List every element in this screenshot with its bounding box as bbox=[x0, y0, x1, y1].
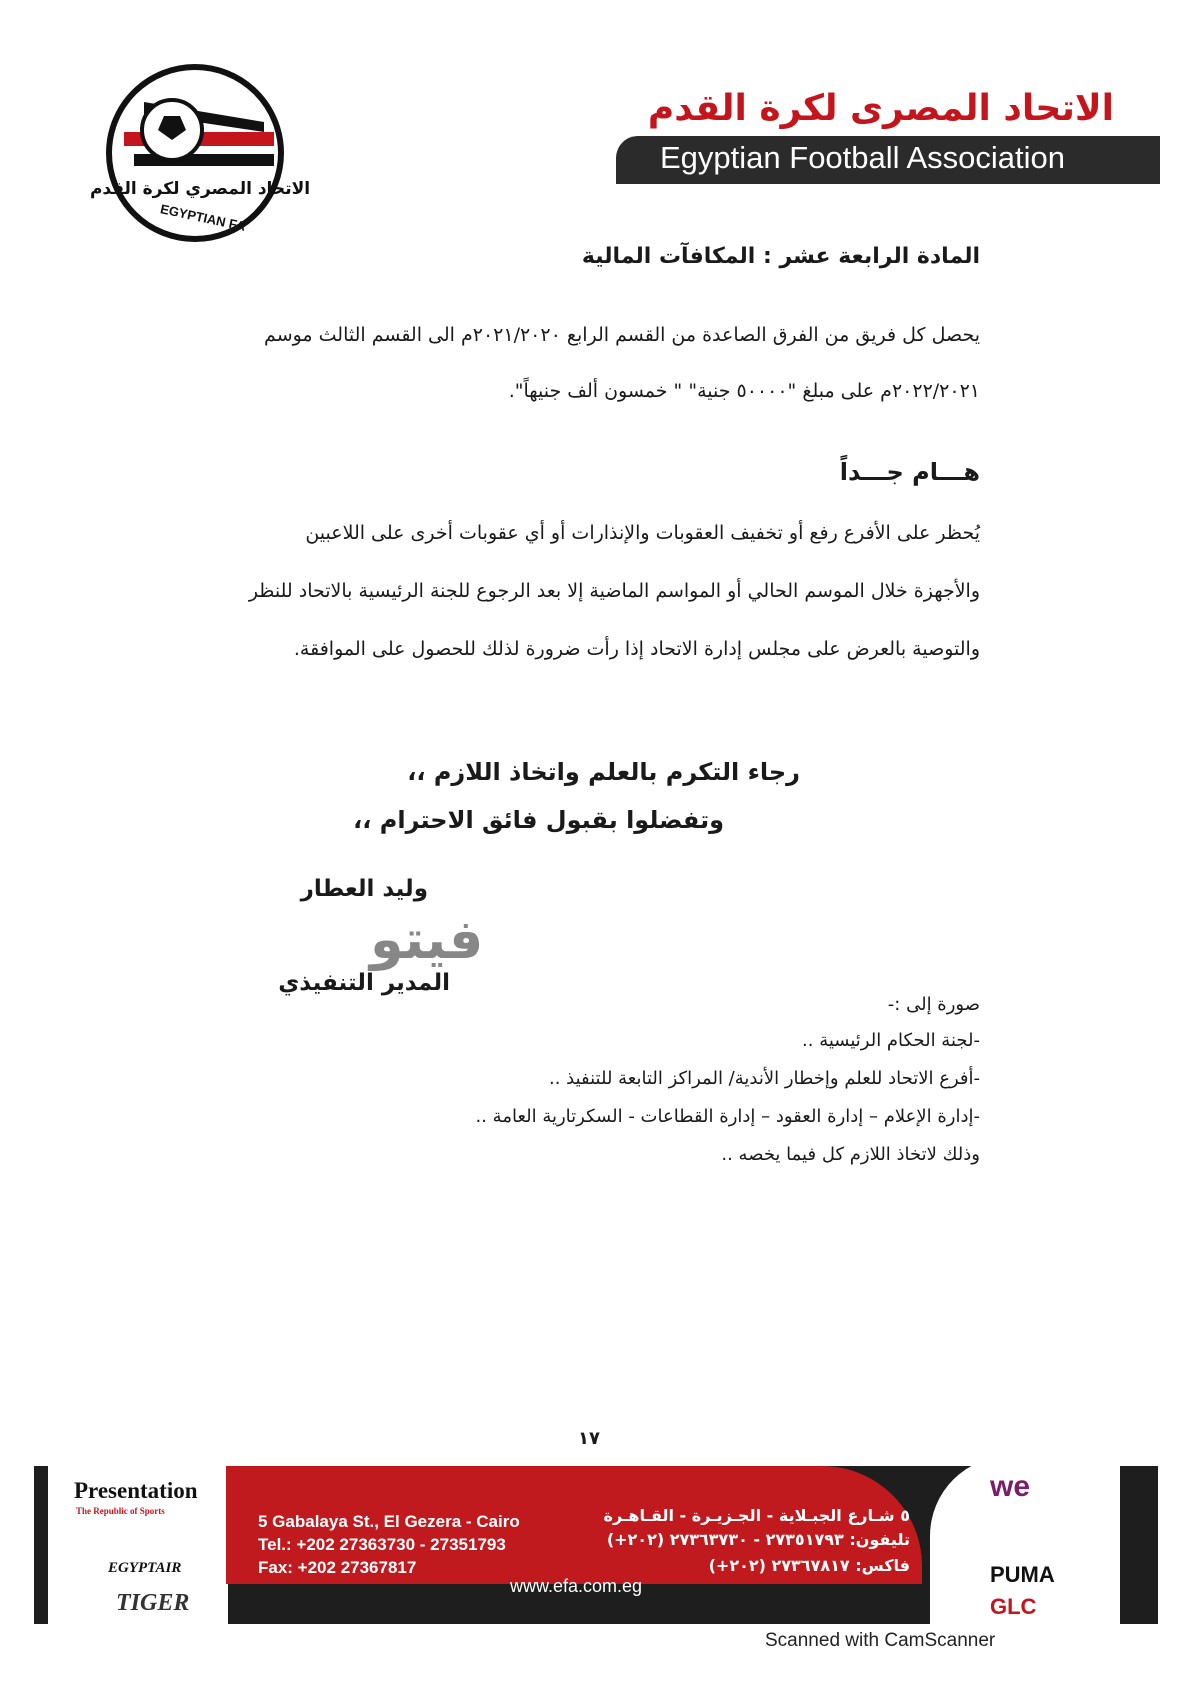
scanner-note: Scanned with CamScanner bbox=[765, 1630, 996, 1651]
important-label: هـــام جـــداً bbox=[839, 458, 980, 486]
copies-item: -لجنة الحكام الرئيسية .. bbox=[802, 1030, 980, 1051]
org-name-english: Egyptian Football Association bbox=[660, 140, 1065, 175]
signatory-name: وليد العطار bbox=[300, 876, 428, 902]
footer-address-en: 5 Gabalaya St., El Gezera - Cairo bbox=[258, 1512, 520, 1531]
copies-label: صورة إلى :- bbox=[887, 994, 980, 1015]
sponsor-presentation: Presentation bbox=[74, 1478, 198, 1503]
article-text-line: والتوصية بالعرض على مجلس إدارة الاتحاد إذا رأت ضرورة لذلك للحصول على الموافقة. bbox=[293, 638, 980, 660]
org-name-arabic: الاتحاد المصرى لكرة القدم bbox=[647, 88, 1114, 129]
closing-line: وتفضلوا بقبول فائق الاحترام ،، bbox=[353, 806, 724, 834]
article-heading: المادة الرابعة عشر : المكافآت المالية bbox=[581, 244, 980, 269]
article-text-line: يُحظر على الأفرع رفع أو تخفيف العقوبات والإنذارات أو أي عقوبات أخرى على اللاعبين bbox=[305, 522, 980, 544]
sponsor-tiger: TIGER bbox=[116, 1590, 190, 1616]
closing-line: رجاء التكرم بالعلم واتخاذ اللازم ،، bbox=[407, 758, 800, 786]
sponsor-puma: PUMA bbox=[990, 1562, 1055, 1587]
footer-tel-ar: تليفون: ٢٧٣٥١٧٩٣ - ٢٧٣٦٣٧٣٠ (٢٠٢+) bbox=[606, 1530, 910, 1549]
copies-item: -إدارة الإعلام – إدارة العقود – إدارة القطاعات - السكرتارية العامة .. bbox=[475, 1106, 980, 1127]
page-number: ١٧ bbox=[578, 1428, 600, 1449]
sponsor-glc: GLC bbox=[990, 1594, 1037, 1619]
article-text-line: ٢٠٢٢/٢٠٢١م على مبلغ "٥٠٠٠٠ جنية" " خمسون ألف جنيهاً". bbox=[508, 380, 980, 402]
sponsor-we-icon: we bbox=[990, 1470, 1031, 1503]
footer-fax-ar: فاكس: ٢٧٣٦٧٨١٧ (٢٠٢+) bbox=[708, 1556, 910, 1575]
article-text-line: يحصل كل فريق من الفرق الصاعدة من القسم الرابع ٢٠٢١/٢٠٢٠م الى القسم الثالث موسم bbox=[264, 324, 980, 346]
sponsor-tagline: The Republic of Sports bbox=[76, 1506, 165, 1516]
watermark-logo: فيتو bbox=[370, 908, 484, 971]
article-text-line: والأجهزة خلال الموسم الحالي أو المواسم الماضية إلا بعد الرجوع للجنة الرئيسية بالاتحاد للنظر bbox=[248, 580, 980, 602]
logo-text-ar: الاتحاد المصري لكرة القدم bbox=[89, 179, 311, 199]
footer-fax-en: Fax: +202 27367817 bbox=[258, 1558, 417, 1577]
copies-item: وذلك لاتخاذ اللازم كل فيما يخصه .. bbox=[721, 1144, 980, 1165]
footer-tel-en: Tel.: +202 27363730 - 27351793 bbox=[258, 1535, 506, 1554]
sponsor-egyptair: EGYPTAIR bbox=[108, 1560, 182, 1576]
efa-logo bbox=[89, 62, 311, 244]
footer-website[interactable]: www.efa.com.eg bbox=[510, 1576, 643, 1596]
footer-address-ar: ٥ شـارع الجبـلاية - الجـزيـرة - القـاهـرة bbox=[603, 1506, 910, 1525]
logo-text-en: EGYPTIAN FA bbox=[158, 201, 247, 234]
signatory-title: المدير التنفيذي bbox=[278, 970, 450, 996]
copies-item: -أفرع الاتحاد للعلم وإخطار الأندية/ المراكز التابعة للتنفيذ .. bbox=[548, 1068, 980, 1089]
